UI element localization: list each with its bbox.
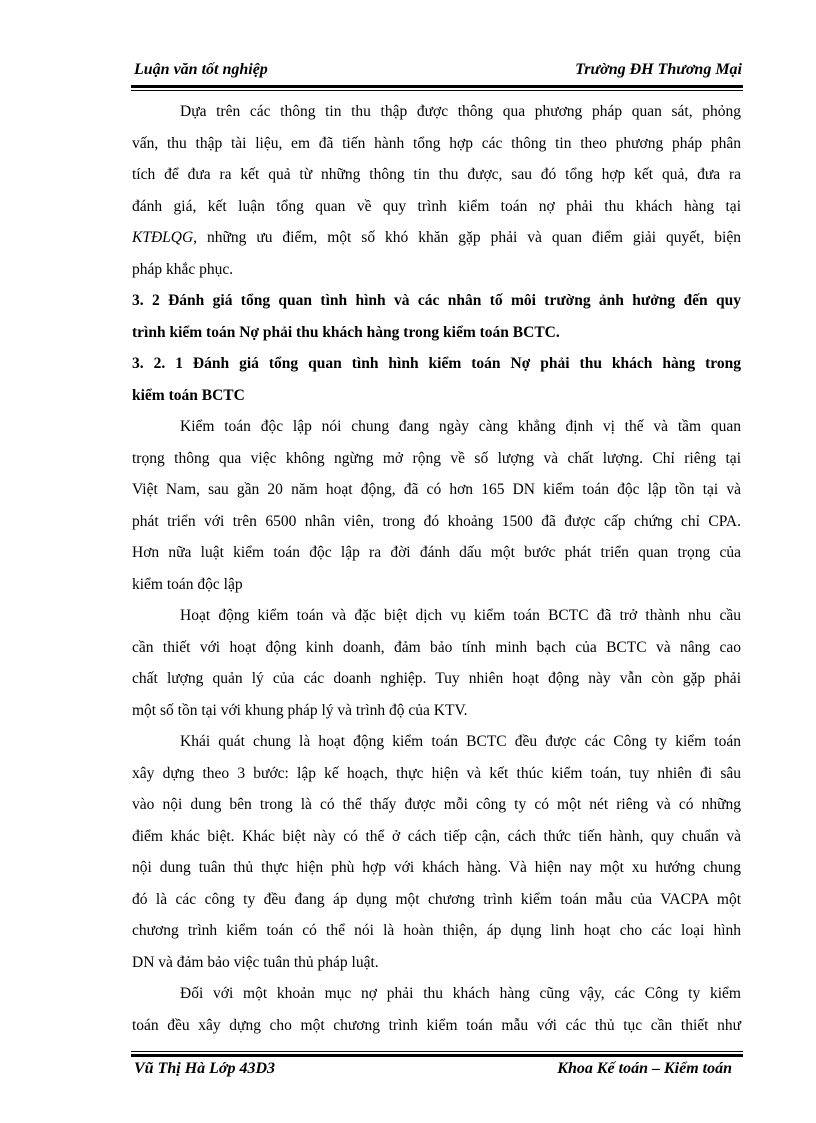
footer-author: Vũ Thị Hà Lớp 43D3: [134, 1060, 276, 1077]
italic-org-name: KTĐLQG,: [132, 229, 198, 246]
heading-line: trình kiểm toán Nợ phải thu khách hàng trong kiểm toán BCTC.: [132, 323, 560, 341]
text-line: xây dựng theo 3 bước: lập kế hoạch, thực hiện và kết thúc kiểm toán, tuy nhiên đi sâu: [132, 764, 741, 782]
paragraph-5: [132, 978, 741, 1041]
section-heading-3-2: [132, 285, 741, 348]
text-line: chương trình kiểm toán có thể nói là hoàn thiện, áp dụng linh hoạt cho các loại hình: [132, 922, 741, 939]
heading-line: 3. 2. 1 Đánh giá tổng quan tình hình kiểm toán Nợ phải thu khách hàng trong: [132, 355, 741, 372]
text-line: chất lượng quản lý của các doanh nghiệp. Tuy nhiên hoạt động này vẫn còn gặp phải: [132, 670, 741, 687]
text-line: Kiểm toán độc lập nói chung đang ngày càng khẳng định vị thế và tầm quan: [180, 418, 741, 435]
header-rule: [131, 85, 743, 88]
paragraph-1: [132, 96, 741, 285]
text-line: Hơn nữa luật kiểm toán độc lập ra đời đánh dấu một bước phát triển quan trọng của: [132, 544, 741, 561]
page-body: [132, 96, 741, 1041]
text-line: Đối với một khoản mục nợ phải thu khách hàng cũng vậy, các Công ty kiểm: [180, 985, 741, 1002]
text-line: đánh giá, kết luận tổng quan về quy trình kiểm toán nợ phải thu khách hàng tại: [132, 197, 741, 215]
text-line: phát triển với trên 6500 nhân viên, trong đó khoảng 1500 đã được cấp chứng chỉ CPA.: [132, 512, 741, 530]
text-line: điểm khác biệt. Khác biệt này có thể ở cách tiếp cận, cách thức tiến hành, quy chuẩn và: [132, 827, 741, 845]
text-line: vào nội dung bên trong là có thể thấy được mỗi công ty có một nét riêng và có những: [132, 796, 741, 813]
text-line: vấn, thu thập tài liệu, em đã tiến hành tổng hợp các thông tin theo phương pháp phân: [132, 134, 741, 152]
text-line: Khái quát chung là hoạt động kiểm toán BCTC đều được các Công ty kiểm toán: [180, 733, 741, 750]
paragraph-4: [132, 726, 741, 978]
text-line: pháp khắc phục.: [132, 260, 234, 278]
text-line: kiểm toán độc lập: [132, 575, 243, 593]
header-university: Trường ĐH Thương Mại: [575, 61, 742, 78]
heading-line: kiểm toán BCTC: [132, 386, 245, 404]
text-line: toán đều xây dựng cho một chương trình kiểm toán mẫu với các thủ tục cần thiết như: [132, 1016, 741, 1034]
text-line: một số tồn tại với khung pháp lý và trình độ của KTV.: [132, 701, 468, 719]
text-line: cần thiết với hoạt động kinh doanh, đảm bảo tính minh bạch của BCTC và nâng cao: [132, 638, 741, 656]
heading-line: 3. 2 Đánh giá tổng quan tình hình và các nhân tố môi trường ảnh hưởng đến quy: [132, 292, 741, 309]
text-line: nội dung tuân thủ thực hiện phù hợp với khách hàng. Và hiện nay một xu hướng chung: [132, 859, 741, 876]
footer-rule: [131, 1054, 743, 1057]
text-line: Việt Nam, sau gần 20 năm hoạt động, đã có hơn 165 DN kiểm toán độc lập tồn tại và: [132, 481, 741, 498]
footer-faculty: Khoa Kế toán – Kiểm toán: [557, 1060, 732, 1077]
text-line: tích để đưa ra kết quả từ những thông tin thu được, sau đó tổng hợp kết quả, đưa ra: [132, 166, 741, 183]
header-thesis-title: Luận văn tốt nghiệp: [134, 61, 268, 78]
text-line: [132, 222, 741, 254]
paragraph-2: [132, 411, 741, 600]
section-heading-3-2-1: [132, 348, 741, 411]
text-line: DN và đảm bảo việc tuân thủ pháp luật.: [132, 953, 379, 971]
text-line: Hoạt động kiểm toán và đặc biệt dịch vụ kiểm toán BCTC đã trở thành nhu cầu: [180, 607, 741, 624]
paragraph-3: [132, 600, 741, 726]
text-fragment: những ưu điểm, một số khó khăn gặp phải và quan điểm giải quyết, biện: [197, 229, 741, 246]
header-rule-thin: [131, 90, 743, 91]
text-line: trọng thông qua việc không ngừng mở rộng về số lượng và chất lượng. Chỉ riêng tại: [132, 449, 741, 467]
text-line: Dựa trên các thông tin thu thập được thông qua phương pháp quan sát, phỏng: [180, 103, 741, 120]
footer-rule-thin: [131, 1051, 743, 1052]
text-line: đó là các công ty đều đang áp dụng một chương trình kiểm toán mẫu của VACPA một: [132, 890, 741, 908]
